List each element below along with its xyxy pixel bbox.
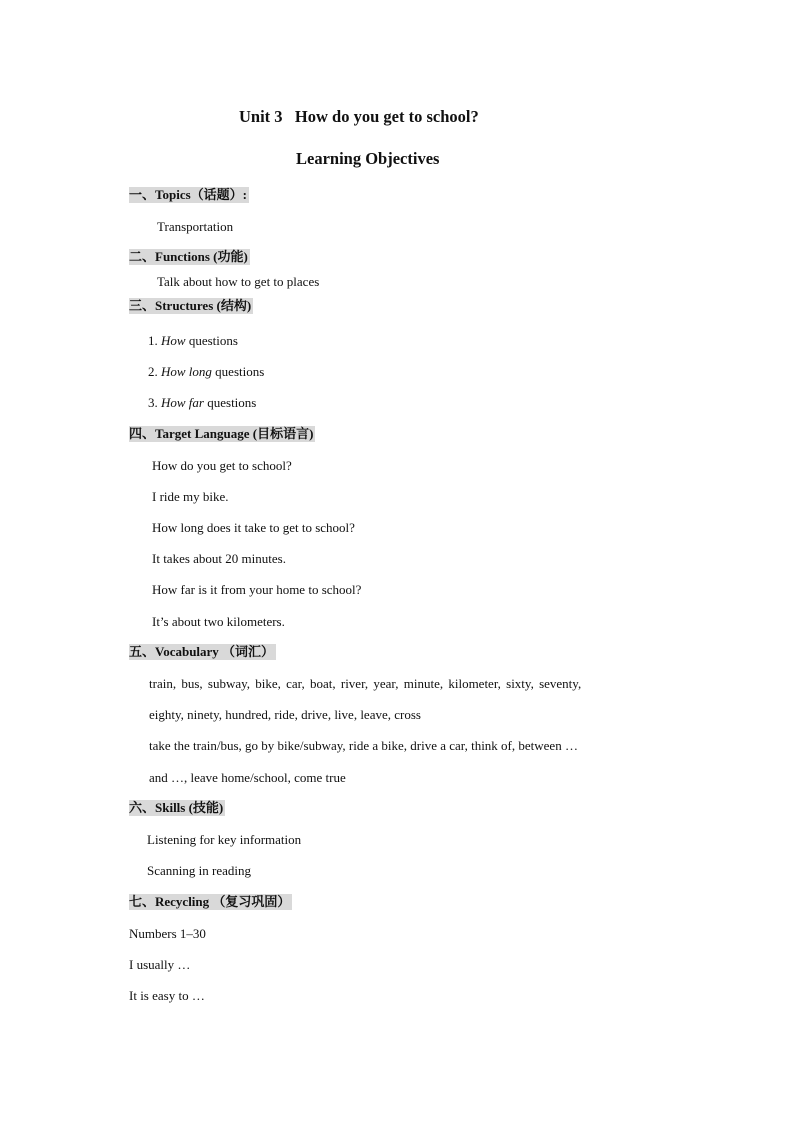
list-item: Numbers 1–30 — [129, 926, 206, 941]
section-heading-structures: 三、Structures (结构) — [129, 298, 252, 313]
list-item: It is easy to … — [129, 988, 205, 1003]
structure-item: 1. How questions — [148, 333, 238, 348]
list-item: and …, leave home/school, come true — [149, 770, 346, 785]
list-item: It takes about 20 minutes. — [152, 551, 286, 566]
list-item: Scanning in reading — [147, 863, 251, 878]
list-item: eighty, ninety, hundred, ride, drive, live, leave, cross — [149, 707, 421, 722]
list-item: take the train/bus, go by bike/subway, ride a bike, drive a car, think of, between … — [149, 738, 578, 753]
list-item: train, bus, subway, bike, car, boat, river, year, minute, kilometer, sixty, seventy, — [149, 676, 582, 691]
list-item: Talk about how to get to places — [157, 274, 320, 289]
list-item: I usually … — [129, 957, 191, 972]
list-item: Transportation — [157, 219, 234, 234]
section-heading-recycling: 七、Recycling （复习巩固） — [129, 894, 291, 909]
document-title: Unit 3 How do you get to school? — [239, 107, 479, 126]
list-item: How do you get to school? — [152, 458, 292, 473]
list-item: How long does it take to get to school? — [152, 520, 355, 535]
section-heading-target-language: 四、Target Language (目标语言) — [129, 426, 314, 441]
structure-item: 3. How far questions — [148, 395, 257, 410]
section-heading-topics: 一、Topics（话题）: — [129, 187, 247, 202]
list-item: How far is it from your home to school? — [152, 582, 362, 597]
list-item: Listening for key information — [147, 832, 302, 847]
section-heading-vocabulary: 五、Vocabulary （词汇） — [129, 644, 275, 659]
structure-item: 2. How long questions — [148, 364, 265, 379]
list-item: It’s about two kilometers. — [152, 614, 285, 629]
list-item: I ride my bike. — [152, 489, 229, 504]
document-subtitle: Learning Objectives — [296, 149, 440, 168]
section-heading-functions: 二、Functions (功能) — [129, 249, 248, 264]
section-heading-skills: 六、Skills (技能) — [129, 800, 224, 815]
